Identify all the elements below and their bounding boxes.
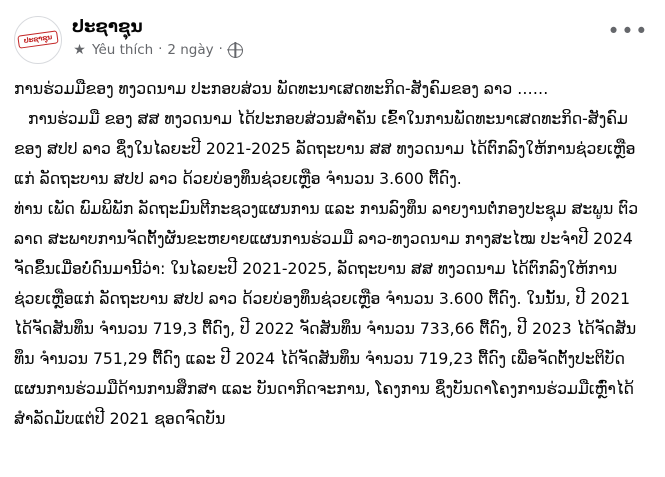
post-paragraph-1: ການຮ່ວມມືຂອງ ທງວດນາມ ປະກອບສ່ວນ ພັດທະນາເສດທະກິດ-ສັງຄົມຂອງ ລາວ …… bbox=[14, 80, 549, 98]
post-header bbox=[0, 0, 665, 64]
page-name[interactable]: ປະຊາຊຸນ bbox=[72, 17, 143, 36]
post-header-text bbox=[72, 14, 243, 59]
meta-separator-1: · bbox=[158, 42, 163, 57]
star-icon: ★ bbox=[73, 42, 86, 58]
globe-icon bbox=[228, 43, 243, 58]
post-meta bbox=[72, 41, 243, 59]
favorite-label: Yêu thích bbox=[92, 42, 154, 58]
post-timestamp[interactable]: 2 ngày bbox=[167, 42, 214, 58]
meta-separator-2: · bbox=[218, 42, 223, 57]
avatar[interactable] bbox=[14, 16, 62, 64]
avatar-image bbox=[18, 20, 58, 60]
page-logo-stamp-icon: ປະຊາຊຸນ bbox=[17, 31, 58, 50]
more-options-icon[interactable]: ••• bbox=[607, 19, 649, 43]
post-paragraph-2: ການຮ່ວມມື ຂອງ ສສ ທງວດນາມ ໄດ້ປະກອບສ່ວນສໍາຄັນ ເຂົ້າໃນການພັດທະນາເສດທະກິດ-ສັງຄົມຂອງ ສປປ ລາວ ຊຶ່ງໃນໄລຍະປີ 2021-2025 ລັດຖະບານ ສສ ທງວດນາມ ໄດ້ຕົກລົງໃຫ້ການຊ່ວຍເຫຼືອແກ່ ລັດຖະບານ ສປປ ລາວ ດ້ວຍບ່ອງທຶນຊ່ວຍເຫຼືອ ຈໍານວນ 3.600 ຕື້ດົງ. bbox=[14, 110, 636, 188]
post-content bbox=[0, 64, 665, 434]
post-paragraph-3: ທ່ານ ເພັດ ພົມພິພັກ ລັດຖະມົນຕີກະຊວງແຜນການ ແລະ ການລົງທຶນ ລາຍງານຕໍ່ກອງປະຊຸມ ສະພູນ ຕົວລາດ ສະພາບການຈັດຕັ້ງຜັນຂະຫຍາຍແຜນການຮ່ວມມື ລາວ-ທງວດນາມ ກາງສະໄໝ ປະຈໍາປີ 2024 ຈັດຂຶ້ນເມື່ອບໍ່ດົນມານີ້ວ່າ: ໃນໄລຍະປີ 2021-2025, ລັດຖະບານ ສສ ທງວດນາມ ໄດ້ຕົກລົງໃຫ້ການຊ່ວຍເຫຼືອແກ່ ລັດຖະບານ ສປປ ລາວ ດ້ວຍບ່ອງທຶນຊ່ວຍເຫຼືອ ຈໍານວນ 3.600 ຕື້ດົງ. ໃນນັ້ນ, ປີ 2021 ໄດ້ຈັດສັນທຶນ ຈໍານວນ 719,3 ຕື້ດົງ, ປີ 2022 ຈັດສັນທຶນ ຈໍານວນ 733,66 ຕື້ດົງ, ປີ 2023 ໄດ້ຈັດສັນທຶນ ຈໍານວນ 751,29 ຕື້ດົງ ແລະ ປີ 2024 ໄດ້ຈັດສັນທຶນ ຈໍານວນ 719,23 ຕື້ດົງ ເພື່ອຈັດຕັ້ງປະຕິບັດແຜນການຮ່ວມມືດ້ານການສຶກສາ ແລະ ບັນດາກິດຈະການ, ໂຄງການ ຊຶ່ງບັນດາໂຄງການຮ່ວມມືເຫຼົ່າໄດ້ສໍາລັດມັບແຕ່ປີ 2021 ຊອດຈົດບັນ bbox=[14, 200, 639, 428]
